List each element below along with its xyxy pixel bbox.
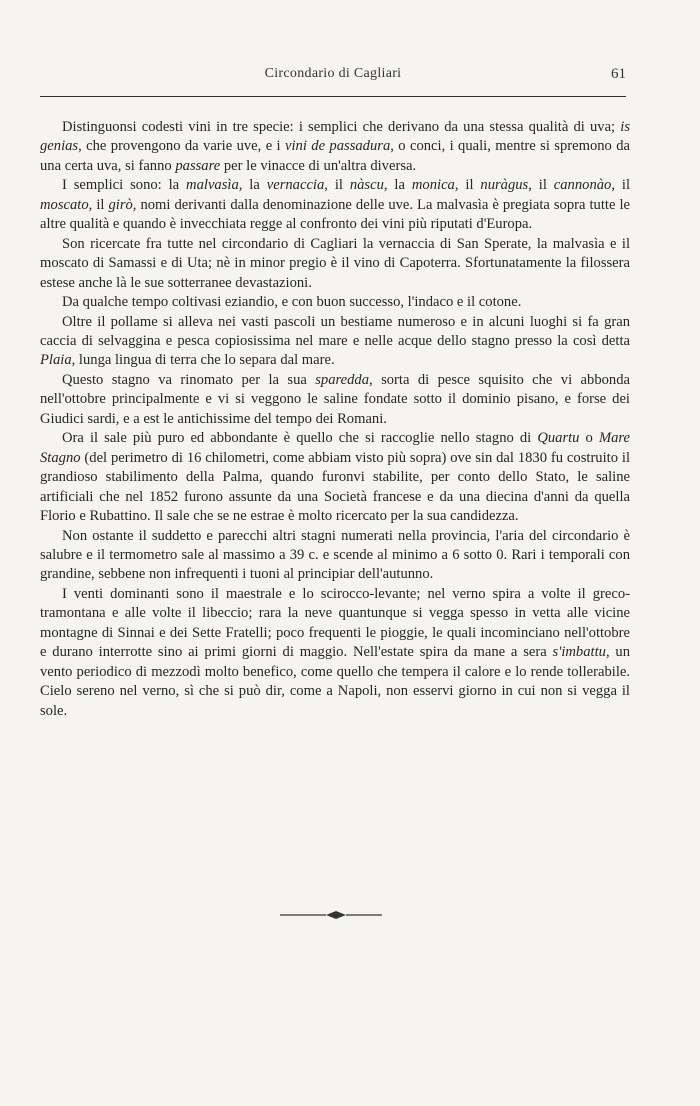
text-run: Non ostante il suddetto e parecchi altri stagni numerati nella provincia, l'aria del circondario è salubre e il termometro sale al massimo a 39 c. e scende al minimo a 6 sotto 0. Rari i temporali con grandine, sebbene non infrequenti i tuoni al principiar dell'autunno. — [40, 527, 630, 583]
text-run: , la — [238, 177, 267, 194]
page-number: 61 — [611, 66, 626, 82]
text-run: I venti dominanti sono il maestrale e lo scirocco-levante; nel verno spira a volte il greco-tramontana e alle volte il libeccio; rara la neve quantunque si vegga spesso in vetta alle vicine montagne di Sinnai e dei Sette Fratelli; poco frequenti le pioggie, le quali incominciano nell'ottobre e durano interrotte sino ai primi giorni di maggio. Nell'estate spira da mane a sera — [40, 585, 630, 661]
text-run: , lunga lingua di terra che lo separa dal mare. — [71, 352, 335, 369]
running-title: Circondario di Cagliari — [264, 66, 402, 81]
italic-term: cannonào — [553, 177, 612, 194]
text-run: o — [579, 430, 599, 447]
italic-term: is genias — [40, 119, 630, 155]
italic-term: girò — [108, 196, 133, 213]
text-run: , il — [528, 177, 554, 194]
text-run: per le vinacce di un'altra diversa. — [220, 157, 417, 174]
text-run: , un vento periodico di mezzodì molto benefico, come quello che tempera il calore e lo rende tollerabile. Cielo sereno nel verno, sì che si può dir, come a Napoli, non esservi giorno in cui non si vegga il sole. — [40, 644, 630, 719]
paragraph — [40, 293, 630, 312]
text-run: (del perimetro di 16 chilometri, come abbiam visto più sopra) ove sin dal 1830 fu costruito il grandioso stabilimento della Palma, quando furonvi stabilite, per conto dello Stato, le saline artificiali che nel 1852 furono assunte da una Società francese e da una diecina d'anni da quella Florio e Rubattino. Il sale che se ne estrae è molto ricercato per la sua candidezza. — [40, 449, 630, 525]
text-run: , sorta di pesce squisito che vi abbonda nell'ottobre principalmente e vi si veggono le saline fondate sotto il dominio pisano, e forse dei Giudici sardi, e a est le antichissime del tempo dei Romani. — [40, 371, 630, 427]
paragraph — [40, 371, 630, 429]
italic-term: s'imbattu — [552, 644, 606, 661]
paragraph — [40, 313, 630, 371]
italic-term: monica — [411, 177, 455, 194]
text-run: , la — [383, 177, 412, 194]
paragraph — [40, 176, 630, 234]
end-ornament — [280, 908, 382, 922]
italic-term: moscato — [40, 196, 89, 213]
paragraph — [40, 235, 630, 293]
italic-term: nuràgus — [480, 177, 529, 194]
text-run: Questo stagno va rinomato per la sua — [62, 371, 316, 388]
text-run: Distinguonsi codesti vini in tre specie: i semplici che derivano da una stessa qualità di uva; — [62, 119, 621, 135]
text-run: , il — [611, 177, 630, 194]
paragraph — [40, 527, 630, 585]
text-run: , nomi derivanti dalla denominazione delle uve. La malvasìa è pregiata sopra tutte le altre qualità e quando è invecchiata regge al confronto dei vini più riputati d'Europa. — [40, 196, 630, 233]
text-run: , il — [88, 196, 109, 213]
page-header — [40, 66, 626, 94]
italic-term: Plaia — [40, 352, 72, 369]
text-run: I semplici sono: la — [62, 177, 187, 194]
text-run: , che provengono da varie uve, e i — [78, 138, 285, 155]
text-run: Da qualche tempo coltivasi eziandio, e con buon successo, l'indaco e il cotone. — [62, 294, 522, 311]
italic-term: Mare Stagno — [40, 430, 631, 466]
italic-term: malvasìa — [186, 177, 239, 194]
italic-term: vini de passadura — [285, 138, 391, 155]
text-run: , il — [454, 177, 481, 194]
text-run: Ora il sale più puro ed abbondante è quello che si raccoglie nello stagno di — [62, 430, 538, 447]
italic-term: sparedda — [315, 371, 370, 388]
italic-term: passare — [175, 157, 221, 174]
text-run: Oltre il pollame si alleva nei vasti pascoli un bestiame numeroso e in alcuni luoghi si fa gran caccia di selvaggina e pesca copiosissima nel mare e nelle acque dello stagno presso la così detta — [40, 313, 630, 349]
italic-term: Quartu — [537, 430, 580, 447]
paragraph — [40, 429, 630, 526]
body-text — [40, 118, 630, 721]
italic-term: nàscu — [349, 177, 384, 194]
paragraph — [40, 585, 630, 721]
italic-term: vernaccia — [266, 177, 325, 194]
paragraph — [40, 118, 630, 176]
text-run: , il — [324, 177, 350, 194]
header-rule — [40, 96, 626, 97]
text-run: Son ricercate fra tutte nel circondario di Cagliari la vernaccia di San Sperate, la malvasìa e il moscato di Samassi e di Uta; nè in minor pregio è il vino di Capoterra. Sfortunatamente la filossera estese anche là le sue sotterranee devastazioni. — [40, 235, 630, 291]
text-run: , o conci, i quali, mentre si spremono da una certa uva, si fanno — [40, 138, 630, 174]
